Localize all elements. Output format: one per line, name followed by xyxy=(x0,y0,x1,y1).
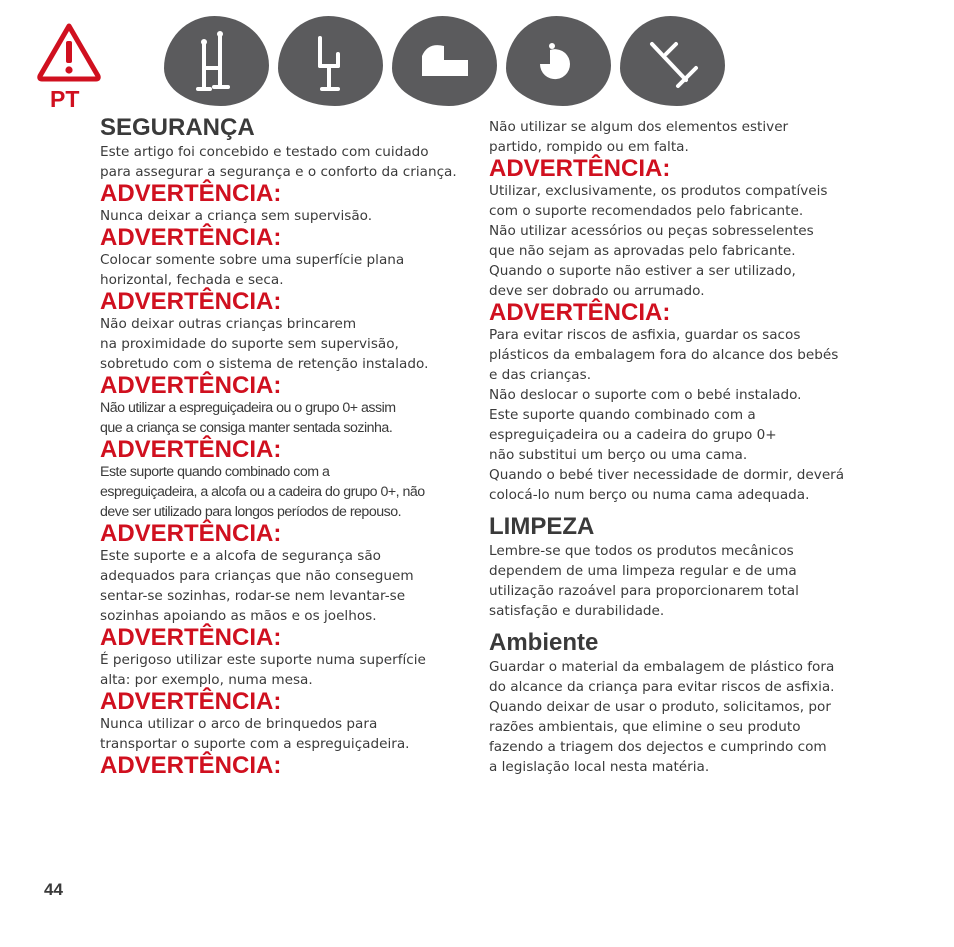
intro-line: Este artigo foi concebido e testado com cuidado xyxy=(100,144,429,160)
bouncer-frame-icon xyxy=(164,16,269,106)
folded-stand-icon xyxy=(620,16,725,106)
intro-line: para assegurar a segurança e o conforto da criança. xyxy=(100,164,457,180)
warning-line: É perigoso utilizar este suporte numa superfície xyxy=(100,652,426,668)
continued-line: Não utilizar se algum dos elementos estiver xyxy=(489,119,789,135)
warning-line: Não utilizar acessórios ou peças sobresselentes xyxy=(489,223,814,239)
section-title-safety: SEGURANÇA xyxy=(100,114,255,141)
warning-heading: ADVERTÊNCIA: xyxy=(100,520,282,547)
left-column xyxy=(100,114,465,778)
cleaning-line: utilização razoável para proporcionarem total xyxy=(489,583,799,599)
warning-line: Não deixar outras crianças brincarem xyxy=(100,316,357,332)
warning-heading: ADVERTÊNCIA: xyxy=(100,624,282,651)
warning-line: Para evitar riscos de asfixia, guardar os sacos xyxy=(489,327,801,343)
product-icons xyxy=(164,16,725,106)
language-code: PT xyxy=(50,86,80,112)
warning-line: Colocar somente sobre uma superfície plana xyxy=(100,252,405,268)
warning-line: que não sejam as aprovadas pelo fabricante. xyxy=(489,243,796,259)
warning-line: alta: por exemplo, numa mesa. xyxy=(100,672,313,688)
warning-heading: ADVERTÊNCIA: xyxy=(100,288,282,315)
warning-line: Este suporte quando combinado com a xyxy=(489,407,756,423)
warning-line: Quando o bebé tiver necessidade de dormir, deverá xyxy=(489,467,845,483)
warning-heading: ADVERTÊNCIA: xyxy=(100,224,282,251)
warning-line: horizontal, fechada e seca. xyxy=(100,272,284,288)
seat-frame-icon xyxy=(278,16,383,106)
warning-heading: ADVERTÊNCIA: xyxy=(100,752,282,779)
warning-line: plásticos da embalagem fora do alcance dos bebés xyxy=(489,347,839,363)
warning-line: sobretudo com o sistema de retenção instalado. xyxy=(100,356,429,372)
cleaning-line: dependem de uma limpeza regular e de uma xyxy=(489,563,797,579)
section-title-environment: Ambiente xyxy=(489,629,599,656)
environment-line: fazendo a triagem dos dejectos e cumprindo com xyxy=(489,739,827,755)
warning-line: e das crianças. xyxy=(489,367,592,383)
warning-line: deve ser dobrado ou arrumado. xyxy=(489,283,705,299)
cleaning-line: Lembre-se que todos os produtos mecânicos xyxy=(489,543,794,559)
warning-line: Nunca utilizar o arco de brinquedos para xyxy=(100,716,378,732)
warning-line: que a criança se consiga manter sentada sozinha. xyxy=(100,420,393,436)
warning-line: Este suporte quando combinado com a xyxy=(100,464,330,480)
infant-seat-icon xyxy=(506,16,611,106)
warning-heading: ADVERTÊNCIA: xyxy=(100,688,282,715)
warning-line: Este suporte e a alcofa de segurança são xyxy=(100,548,381,564)
environment-line: Quando deixar de usar o produto, solicitamos, por xyxy=(489,699,831,715)
warning-heading: ADVERTÊNCIA: xyxy=(489,299,671,326)
warning-line: sentar-se sozinhas, rodar-se nem levantar-se xyxy=(100,588,406,604)
warning-line: Não deslocar o suporte com o bebé instalado. xyxy=(489,387,802,403)
cleaning-line: satisfação e durabilidade. xyxy=(489,603,665,619)
warning-heading: ADVERTÊNCIA: xyxy=(100,436,282,463)
environment-line: do alcance da criança para evitar riscos de asfixia. xyxy=(489,679,835,695)
warning-line: na proximidade do suporte sem supervisão, xyxy=(100,336,399,352)
warning-line: transportar o suporte com a espreguiçadeira. xyxy=(100,736,410,752)
right-column xyxy=(489,117,854,777)
warning-line: colocá-lo num berço ou numa cama adequada. xyxy=(489,487,810,503)
section-title-cleaning: LIMPEZA xyxy=(489,513,595,540)
warning-line: deve ser utilizado para longos períodos de repouso. xyxy=(100,504,402,520)
environment-line: razões ambientais, que elimine o seu produto xyxy=(489,719,801,735)
warning-line: espreguiçadeira, a alcofa ou a cadeira do grupo 0+, não xyxy=(100,484,425,500)
environment-line: Guardar o material da embalagem de plástico fora xyxy=(489,659,835,675)
warning-line: Nunca deixar a criança sem supervisão. xyxy=(100,208,373,224)
warning-line: não substitui um berço ou uma cama. xyxy=(489,447,748,463)
warning-heading: ADVERTÊNCIA: xyxy=(489,155,671,182)
warning-triangle-icon xyxy=(36,22,102,82)
page-number: 44 xyxy=(44,880,63,899)
warning-line: sozinhas apoiando as mãos e os joelhos. xyxy=(100,608,377,624)
warning-heading: ADVERTÊNCIA: xyxy=(100,180,282,207)
continued-line: partido, rompido ou em falta. xyxy=(489,139,689,155)
carrycot-icon xyxy=(392,16,497,106)
warning-line: Utilizar, exclusivamente, os produtos compatíveis xyxy=(489,183,828,199)
warning-line: Quando o suporte não estiver a ser utilizado, xyxy=(489,263,796,279)
environment-line: a legislação local nesta matéria. xyxy=(489,759,710,775)
warning-line: espreguiçadeira ou a cadeira do grupo 0+ xyxy=(489,427,777,443)
warning-heading: ADVERTÊNCIA: xyxy=(100,372,282,399)
warning-line: Não utilizar a espreguiçadeira ou o grupo 0+ assim xyxy=(100,400,396,416)
warning-line: com o suporte recomendados pelo fabricante. xyxy=(489,203,804,219)
warning-line: adequados para crianças que não conseguem xyxy=(100,568,414,584)
